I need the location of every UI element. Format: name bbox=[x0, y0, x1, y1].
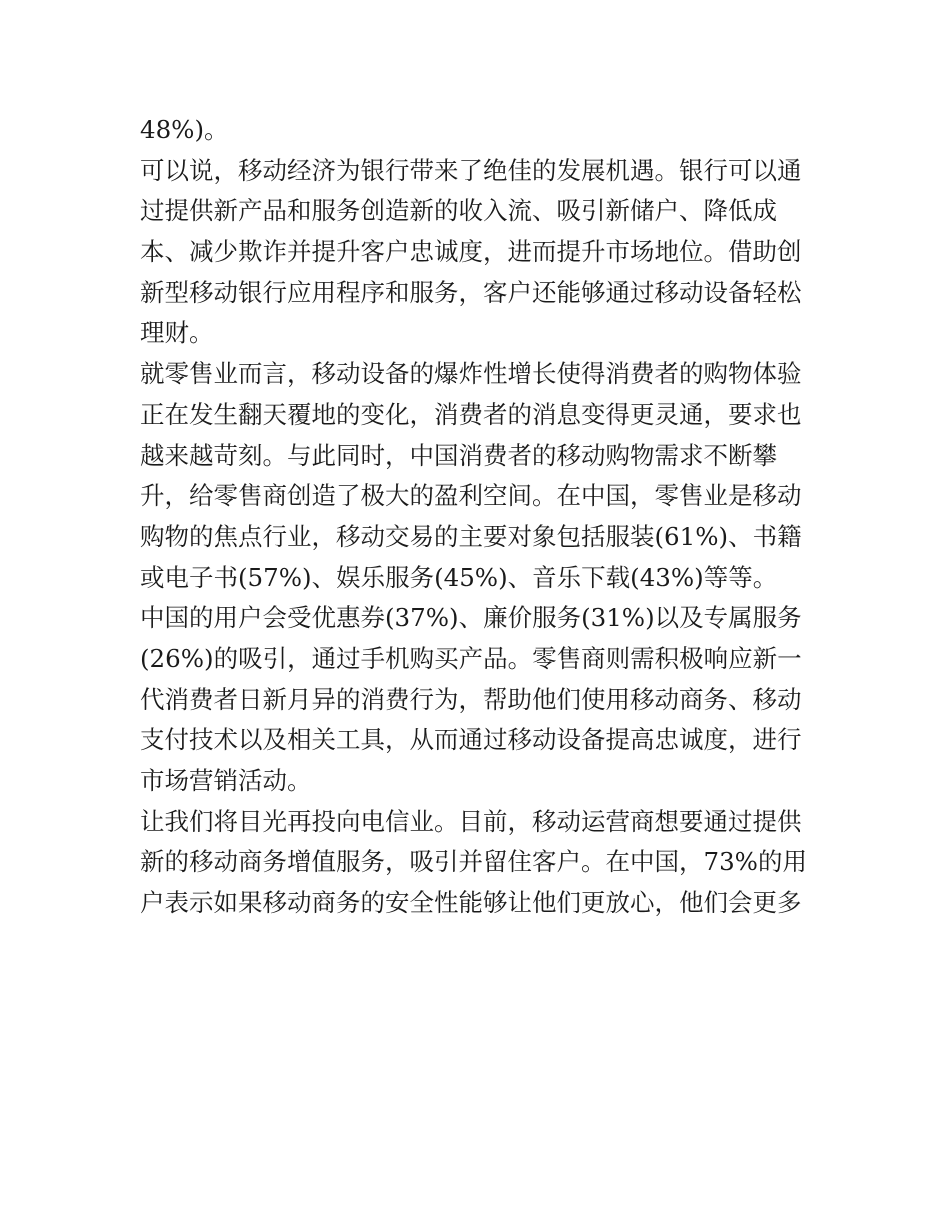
text-line: 48%)。 bbox=[140, 115, 229, 144]
text-line: 新型移动银行应用程序和服务，客户还能够通过移动设备轻松 bbox=[140, 277, 802, 307]
text-line: 代消费者日新月异的消费行为，帮助他们使用移动商务、移动 bbox=[140, 684, 802, 714]
text-line: 本、减少欺诈并提升客户忠诚度，进而提升市场地位。借助创 bbox=[140, 237, 802, 267]
text-line: 过提供新产品和服务创造新的收入流、吸引新储户、降低成 bbox=[140, 196, 777, 226]
text-line: 市场营销活动。 bbox=[140, 766, 312, 795]
text-line: 升，给零售商创造了极大的盈利空间。在中国，零售业是移动 bbox=[140, 481, 802, 511]
text-line: 中国的用户会受优惠券(37%)、廉价服务(31%)以及专属服务 bbox=[140, 603, 802, 633]
text-line: 理财。 bbox=[140, 318, 214, 348]
text-line: 支付技术以及相关工具，从而通过移动设备提高忠诚度，进行 bbox=[140, 725, 802, 755]
text-line: 正在发生翻天覆地的变化，消费者的消息变得更灵通，要求也 bbox=[140, 399, 802, 429]
text-line: 新的移动商务增值服务，吸引并留住客户。在中国，73%的用 bbox=[140, 847, 807, 877]
text-line: 让我们将目光再投向电信业。目前，移动运营商想要通过提供 bbox=[140, 806, 802, 836]
text-line: 或电子书(57%)、娱乐服务(45%)、音乐下载(43%)等等。 bbox=[140, 562, 778, 592]
text-line: 越来越苛刻。与此同时，中国消费者的移动购物需求不断攀 bbox=[140, 440, 777, 470]
text-line: 就零售业而言，移动设备的爆炸性增长使得消费者的购物体验 bbox=[140, 359, 802, 389]
text-line: 可以说，移动经济为银行带来了绝佳的发展机遇。银行可以通 bbox=[140, 155, 802, 185]
text-line: 户表示如果移动商务的安全性能够让他们更放心，他们会更多 bbox=[140, 888, 802, 918]
body-text bbox=[140, 110, 820, 924]
text-line: 购物的焦点行业，移动交易的主要对象包括服装(61%)、书籍 bbox=[140, 521, 802, 551]
text-line: (26%)的吸引，通过手机购买产品。零售商则需积极响应新一 bbox=[140, 643, 802, 673]
